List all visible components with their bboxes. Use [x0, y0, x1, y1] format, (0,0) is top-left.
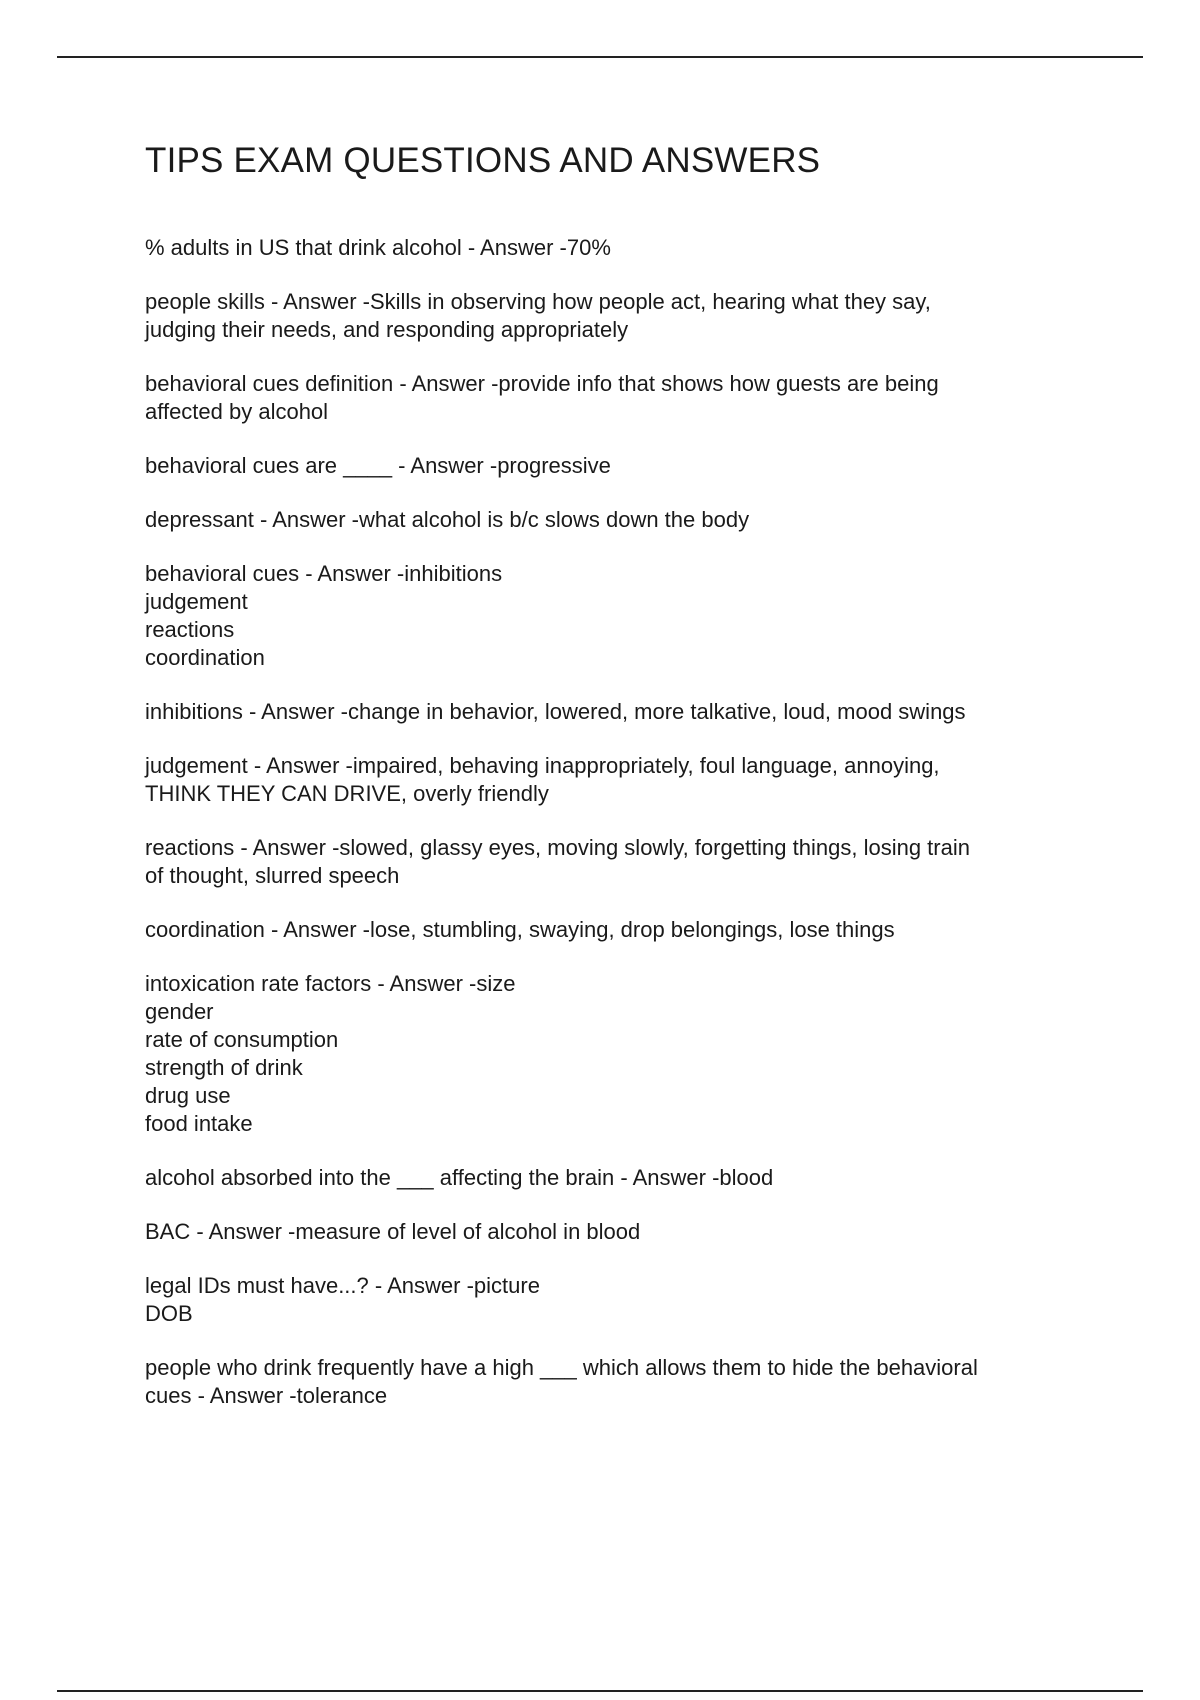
qa-item: judgement - Answer -impaired, behaving inappropriately, foul language, annoying, THINK THEY CAN DRIVE, overly friendly — [145, 753, 940, 806]
qa-item: people skills - Answer -Skills in observing how people act, hearing what they say, judging their needs, and responding appropriately — [145, 289, 931, 342]
qa-item: BAC - Answer -measure of level of alcohol in blood — [145, 1219, 641, 1244]
qa-item: % adults in US that drink alcohol - Answer -70% — [145, 235, 611, 260]
qa-item: legal IDs must have...? - Answer -picture DOB — [145, 1273, 540, 1326]
qa-item: depressant - Answer -what alcohol is b/c slows down the body — [145, 507, 750, 532]
qa-item: coordination - Answer -lose, stumbling, swaying, drop belongings, lose things — [145, 917, 895, 942]
qa-item: inhibitions - Answer -change in behavior, lowered, more talkative, loud, mood swings — [145, 699, 966, 724]
qa-item: behavioral cues definition - Answer -provide info that shows how guests are being affected by alcohol — [145, 371, 939, 424]
qa-item: behavioral cues are ____ - Answer -progressive — [145, 453, 611, 478]
qa-item: intoxication rate factors - Answer -size gender rate of consumption strength of drink drug use food intake — [145, 971, 516, 1136]
page-title: TIPS EXAM QUESTIONS AND ANSWERS — [145, 141, 821, 180]
qa-item: reactions - Answer -slowed, glassy eyes, moving slowly, forgetting things, losing train of thought, slurred speech — [145, 835, 970, 888]
qa-item: people who drink frequently have a high ___ which allows them to hide the behavioral cues - Answer -tolerance — [145, 1355, 978, 1408]
page-content — [145, 140, 1075, 1436]
qa-item: behavioral cues - Answer -inhibitions judgement reactions coordination — [145, 561, 503, 670]
top-rule — [57, 56, 1143, 58]
qa-item: alcohol absorbed into the ___ affecting the brain - Answer -blood — [145, 1165, 774, 1190]
qa-list — [145, 234, 1075, 1410]
bottom-rule — [57, 1690, 1143, 1692]
